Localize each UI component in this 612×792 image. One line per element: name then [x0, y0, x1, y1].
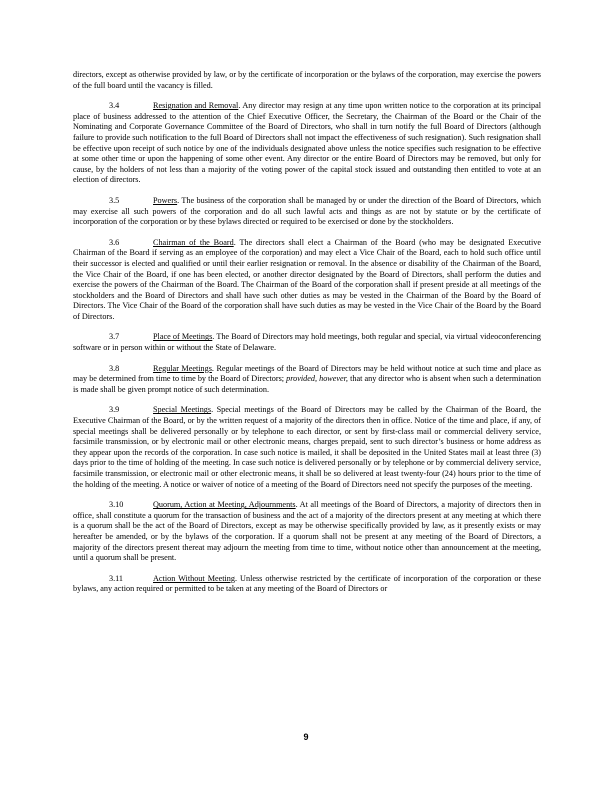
section-title: Resignation and Removal	[153, 101, 239, 111]
section-body: . Regular meetings of the Board of Directors may be held without notice at such time and place as may be determined from time to time by the Board of Directors;	[73, 363, 542, 384]
section-number: 3.11	[109, 573, 124, 583]
section-number: 3.9	[109, 405, 120, 415]
section-3-9	[73, 405, 541, 490]
section-body: . Unless otherwise restricted by the certificate of incorporation of the corporation or these bylaws, any action required or permitted to be taken at any meeting of the Board of Directors or	[73, 573, 541, 594]
section-body: . The business of the corporation shall be managed by or under the direction of the Board of Directors, which may exercise all such powers of the corporation and do all such lawful acts and things as are not by statute or by the certificate of incorporation of the corporation or by these bylaws directed or required to be exercised or done by the stockholders.	[73, 195, 541, 227]
section-title: Place of Meetings	[153, 332, 213, 342]
section-3-4	[73, 101, 541, 186]
section-body: . The directors shall elect a Chairman of the Board (who may be designated Executive Chairman of the Board if serving as an employee of the corporation) and may elect a Vice Chair of the Board, each to hold such office until their successor is elected and qualified or until their earlier resignation or removal. In the absence or disability of the Chairman of the Board, the Vice Chair of the Board, if one has been elected, or another director designated by the Board of Directors, shall perform the duties and exercise the powers of the Chairman of the Board. The Chairman of the Board of the corporation shall if present preside at all meetings of the stockholders and the Board of Directors and shall have such other duties as may be vested in the Chairman of the Board by the Board of Directors. The Vice Chair of the Board of the corporation shall have such duties as may be vested in the Vice Chair of the Board by the Board of Directors.	[73, 237, 541, 321]
section-number: 3.10	[109, 500, 124, 510]
section-title: Quorum, Action at Meeting, Adjournments	[153, 500, 296, 510]
section-3-10	[73, 500, 541, 564]
page-body	[73, 70, 541, 605]
section-body-tail: that any director who is absent when such a determination is made shall be given prompt notice of such determination.	[73, 374, 541, 394]
section-3-8	[73, 364, 541, 396]
section-number: 3.6	[109, 237, 120, 247]
section-title: Regular Meetings	[153, 363, 212, 373]
section-title: Chairman of the Board	[153, 237, 234, 247]
section-number: 3.4	[109, 101, 120, 111]
section-title: Powers	[153, 195, 178, 205]
section-number: 3.5	[109, 195, 120, 205]
section-body: . At all meetings of the Board of Directors, a majority of directors then in office, shall constitute a quorum for the transaction of business and the act of a majority of the directors present at any meeting at which there is a quorum shall be the act of the Board of Directors, except as may be otherwise specifically provided by law, as it presently exists or may hereafter be amended, or by the bylaws of the corporation. If a quorum shall not be present at any meeting of the Board of Directors, a majority of the directors present thereat may adjourn the meeting from time to time, without notice other than announcement at the meeting, until a quorum shall be present.	[73, 500, 541, 563]
section-3-5	[73, 196, 541, 228]
section-body: . The Board of Directors may hold meetings, both regular and special, via virtual videoconferencing software or in person within or without the State of Delaware.	[73, 332, 541, 353]
section-3-6	[73, 238, 541, 323]
section-3-7	[73, 332, 541, 353]
section-3-11	[73, 574, 541, 595]
section-number: 3.7	[109, 332, 120, 342]
page-number: 9	[303, 732, 309, 742]
section-title: Special Meetings	[153, 405, 212, 415]
section-body: . Any director may resign at any time upon written notice to the corporation at its principal place of business addressed to the attention of the Chief Executive Officer, the Secretary, the Chairman of the Board or the Chair of the Nominating and Corporate Governance Committee of the Board of Directors, who shall in turn notify the full Board of Directors (although failure to provide such notification to the full Board of Directors shall not impact the effectiveness of such resignation). Such resignation shall be effective upon receipt of such notice by one of the individuals designated above unless the notice specifies such resignation to be effective at some other time or upon the happening of some other event. Any director or the entire Board of Directors may be removed, but only for cause, by the holders of not less than a majority of the voting power of the capital stock issued and outstanding then entitled to vote at an election of directors.	[73, 101, 542, 185]
section-number: 3.8	[109, 363, 120, 373]
section-body: . Special meetings of the Board of Directors may be called by the Chairman of the Board, the Executive Chairman of the Board, or by the written request of a majority of the directors then in office. Notice of the time and place, if any, of special meetings shall be delivered personally or by telephone to each director, or sent by first-class mail or commercial delivery service, facsimile transmission, or by electronic mail or other electronic means, charges prepaid, sent to such director’s business or home address as they appear upon the records of the corporation. In case such notice is mailed, it shall be deposited in the United States mail at least three (3) days prior to the time of holding of the meeting. In case such notice is delivered personally or by telephone or by commercial delivery service, facsimile transmission, or electronic mail or other electronic means, it shall be so delivered at least twenty-four (24) hours prior to the time of the holding of the meeting. A notice or waiver of notice of a meeting of the Board of Directors need not specify the purposes of the meeting.	[73, 405, 541, 489]
intro-paragraph: directors, except as otherwise provided by law, or by the certificate of incorporation or the bylaws of the corporation, may exercise the powers of the full board until the vacancy is filled.	[73, 70, 541, 90]
section-body-italic: provided, however,	[284, 374, 348, 384]
section-title: Action Without Meeting	[153, 573, 235, 583]
